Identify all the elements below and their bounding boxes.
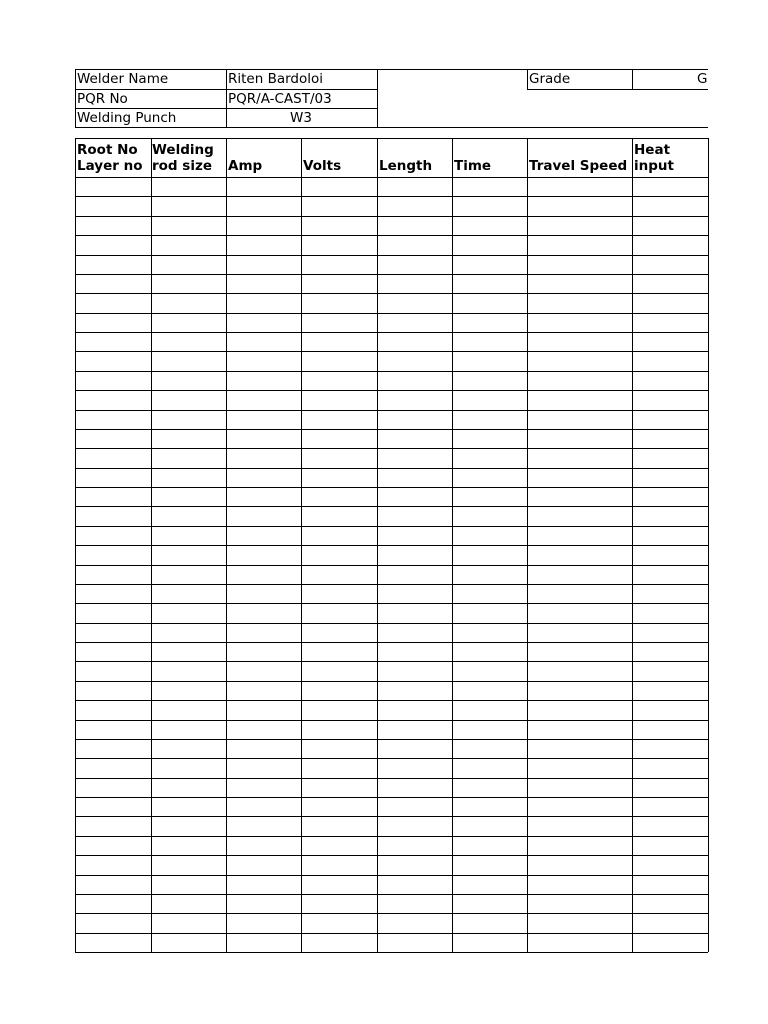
table-row-divider xyxy=(75,313,708,314)
table-column-divider xyxy=(632,138,633,952)
table-row-divider xyxy=(75,526,708,527)
table-row-divider xyxy=(75,758,708,759)
table-column-divider xyxy=(377,138,378,952)
table-row-divider xyxy=(75,855,708,856)
header-welding-rod-size-line1: Welding xyxy=(152,142,214,158)
table-row-divider xyxy=(75,196,708,197)
table-row-divider xyxy=(75,875,708,876)
table-row-divider xyxy=(75,216,708,217)
table-row-divider xyxy=(75,448,708,449)
table-row-divider xyxy=(75,700,708,701)
header-time: Time xyxy=(454,158,492,174)
info-border-bottom xyxy=(75,127,708,128)
info-border-left xyxy=(75,69,76,127)
header-travel-speed: Travel Speed xyxy=(529,158,628,174)
table-row-divider xyxy=(75,952,708,953)
table-top-border xyxy=(75,138,708,139)
table-column-divider xyxy=(708,138,709,952)
info-border-grade-mid xyxy=(632,69,633,89)
table-row-divider xyxy=(75,293,708,294)
table-row-divider xyxy=(75,371,708,372)
table-row-divider xyxy=(75,410,708,411)
table-row-divider xyxy=(75,332,708,333)
table-row-divider xyxy=(75,739,708,740)
table-header-bottom-border xyxy=(75,177,708,178)
table-row-divider xyxy=(75,681,708,682)
info-border-value-right xyxy=(377,69,378,127)
grade-label: Grade xyxy=(529,71,571,87)
welder-name-value: Riten Bardoloi xyxy=(228,71,324,87)
table-row-divider xyxy=(75,429,708,430)
header-volts: Volts xyxy=(303,158,342,174)
header-amp: Amp xyxy=(228,158,263,174)
info-border-grade-left xyxy=(527,69,528,89)
table-row-divider xyxy=(75,565,708,566)
table-row-divider xyxy=(75,720,708,721)
table-row-divider xyxy=(75,894,708,895)
table-row-divider xyxy=(75,623,708,624)
info-border-top xyxy=(75,69,708,70)
pqr-no-value: PQR/A-CAST/03 xyxy=(228,91,332,107)
table-row-divider xyxy=(75,778,708,779)
table-row-divider xyxy=(75,816,708,817)
table-row-divider xyxy=(75,235,708,236)
table-row-divider xyxy=(75,468,708,469)
header-welding-rod-size-line2: rod size xyxy=(152,158,212,174)
table-column-divider xyxy=(527,138,528,952)
table-column-divider xyxy=(301,138,302,952)
table-column-divider xyxy=(151,138,152,952)
table-row-divider xyxy=(75,390,708,391)
info-border-label-value xyxy=(226,69,227,127)
header-root-no-line1: Root No xyxy=(77,142,138,158)
table-row-divider xyxy=(75,933,708,934)
header-root-no xyxy=(77,142,143,174)
table-row-divider xyxy=(75,506,708,507)
table-row-divider xyxy=(75,661,708,662)
header-welding-rod-size xyxy=(152,142,214,174)
welder-name-label: Welder Name xyxy=(77,71,169,87)
table-row-divider xyxy=(75,545,708,546)
header-root-no-line2: Layer no xyxy=(77,158,143,174)
table-column-divider xyxy=(75,138,76,952)
table-row-divider xyxy=(75,797,708,798)
table-row-divider xyxy=(75,274,708,275)
header-length: Length xyxy=(379,158,433,174)
grade-value: G xyxy=(697,71,708,87)
table-column-divider xyxy=(452,138,453,952)
table-column-divider xyxy=(226,138,227,952)
table-row-divider xyxy=(75,642,708,643)
pqr-no-label: PQR No xyxy=(77,91,128,107)
welding-punch-label: Welding Punch xyxy=(77,110,177,126)
welding-punch-value: W3 xyxy=(290,110,312,126)
table-row-divider xyxy=(75,351,708,352)
table-row-divider xyxy=(75,255,708,256)
table-row-divider xyxy=(75,836,708,837)
header-heat-input-line2: input xyxy=(634,158,674,174)
table-row-divider xyxy=(75,487,708,488)
table-row-divider xyxy=(75,584,708,585)
header-heat-input xyxy=(634,142,674,174)
table-row-divider xyxy=(75,913,708,914)
info-border-grade-bottom xyxy=(527,89,708,90)
table-row-divider xyxy=(75,603,708,604)
header-heat-input-line1: Heat xyxy=(634,142,671,158)
